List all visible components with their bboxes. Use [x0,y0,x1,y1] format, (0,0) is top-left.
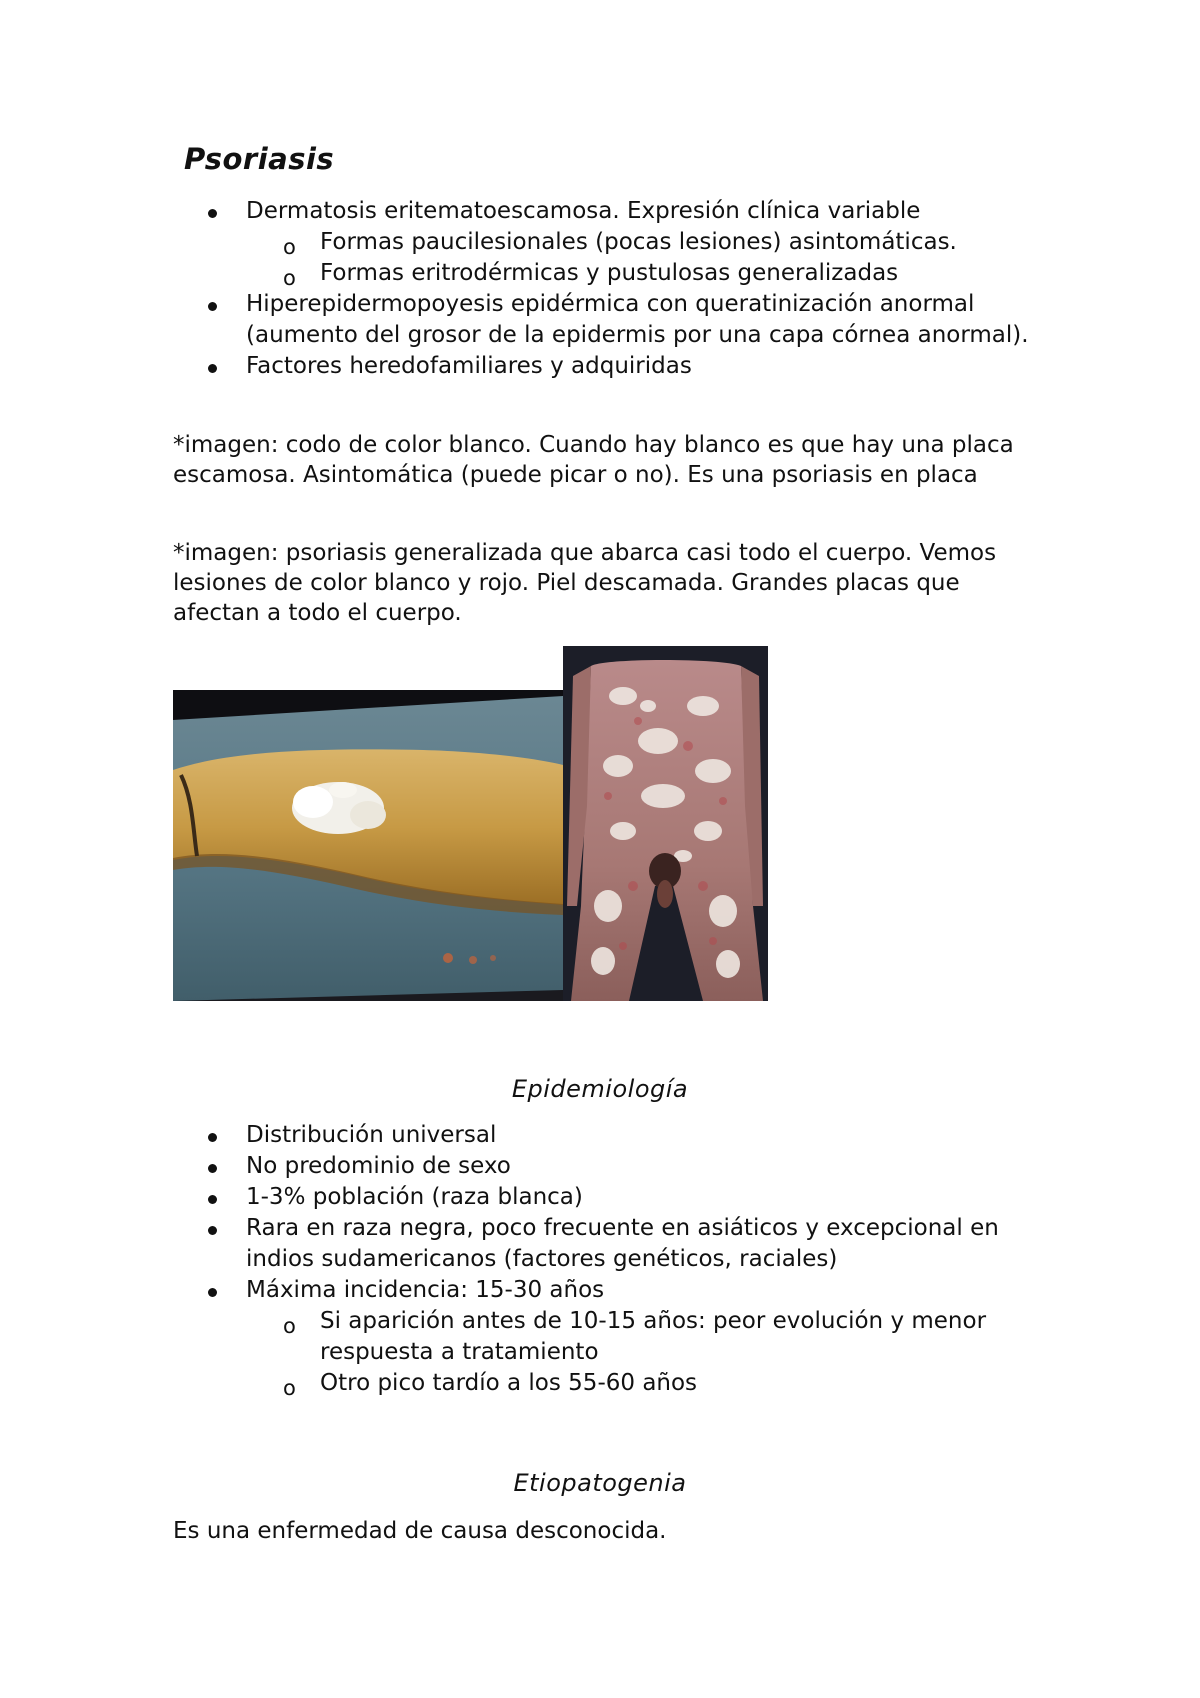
bullet-icon [208,209,217,218]
list-item [0,1120,1030,1151]
elbow-plaque-photo [173,690,563,1001]
circle-bullet-icon: o [283,1314,296,1338]
etiopathogenesis-text: Es una enfermedad de causa desconocida. [173,1518,667,1544]
bullet-icon [208,302,217,311]
page-title: Psoriasis [184,142,335,176]
bullet-icon [208,1226,217,1235]
bullet-icon [208,1195,217,1204]
list-item [0,351,1030,382]
list-item [0,1213,1030,1275]
list-item [0,1275,1030,1306]
generalized-psoriasis-photo [563,646,768,1001]
list-item-text: Otro pico tardío a los 55-60 años [320,1370,698,1396]
bullet-icon [208,1133,217,1142]
intro-list [0,196,1030,382]
list-item [0,258,1030,289]
list-item-text: No predominio de sexo [246,1153,511,1179]
heading-etiopathogenesis: Etiopatogenia [513,1469,687,1497]
list-item-text: Dermatosis eritematoescamosa. Expresión clínica variable [246,198,921,224]
list-item [0,196,1030,227]
circle-bullet-icon: o [283,1376,296,1400]
list-item [0,1306,1030,1368]
list-item-text: Hiperepidermopoyesis epidérmica con queratinización anormal (aumento del grosor de la epidermis por una capa córnea anormal). [246,291,1029,348]
image-caption-2: *imagen: psoriasis generalizada que abarca casi todo el cuerpo. Vemos lesiones de color blanco y rojo. Piel descamada. Grandes placas que afectan a todo el cuerpo. [173,540,997,626]
list-item-text: 1-3% población (raza blanca) [246,1184,583,1210]
bullet-icon [208,1164,217,1173]
list-item [0,227,1030,258]
list-item-text: Distribución universal [246,1122,497,1148]
bullet-icon [208,364,217,373]
list-item [0,1151,1030,1182]
list-item-text: Factores heredofamiliares y adquiridas [246,353,692,379]
list-item-text: Formas eritrodérmicas y pustulosas generalizadas [320,260,899,286]
list-item-text: Si aparición antes de 10-15 años: peor evolución y menor respuesta a tratamiento [320,1308,987,1365]
list-item [0,1182,1030,1213]
bullet-icon [208,1288,217,1297]
clinical-photos [173,646,768,1001]
elbow-plaque-illustration [173,690,563,1001]
circle-bullet-icon: o [283,235,296,259]
list-item-text: Máxima incidencia: 15-30 años [246,1277,605,1303]
image-caption-1: *imagen: codo de color blanco. Cuando hay blanco es que hay una placa escamosa. Asintomática (puede picar o no). Es una psoriasis en placa [173,432,1014,488]
generalized-psoriasis-illustration [563,646,768,1001]
list-item [0,289,1030,351]
list-item-text: Formas paucilesionales (pocas lesiones) asintomáticas. [320,229,957,255]
heading-epidemiology: Epidemiología [511,1075,689,1103]
circle-bullet-icon: o [283,266,296,290]
list-item [0,1368,1030,1399]
epidemiology-list [0,1120,1030,1399]
list-item-text: Rara en raza negra, poco frecuente en asiáticos y excepcional en indios sudamericanos (factores genéticos, raciales) [246,1215,999,1272]
